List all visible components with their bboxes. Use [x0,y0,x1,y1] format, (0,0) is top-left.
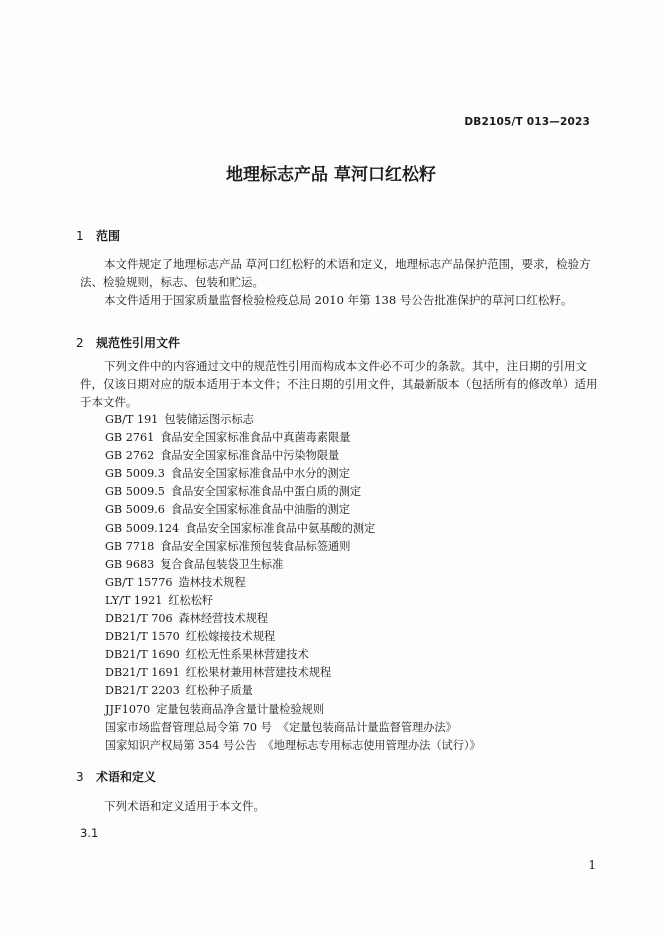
reference-item [105,538,481,556]
reference-name: 食品安全国家标准食品中污染物限量 [160,449,340,463]
reference-list [105,411,481,755]
reference-code: GB 9683 [105,557,155,571]
reference-name: 森林经营技术规程 [178,612,269,626]
reference-name: 包装储运图示标志 [164,413,254,426]
reference-code: GB/T 15776 [105,575,173,589]
reference-code: DB21/T 1691 [105,666,180,680]
reference-code: GB 7718 [105,539,155,553]
reference-item [105,664,481,682]
document-title: 地理标志产品 草河口红松籽 [226,165,436,185]
reference-code: JJF1070 [105,702,151,716]
reference-item [105,411,481,429]
reference-name: 食品安全国家标准预包装食品标签通则 [160,539,351,553]
reference-code: GB 5009.5 [105,485,165,499]
reference-item [105,483,481,501]
scope-paragraph-2: 本文件适用于国家质量监督检验检疫总局 2010 年第 138 号公告批准保护的草河口红松籽。 [104,293,573,307]
references-intro-paragraph: 下列文件中的内容通过文中的规范性引用而构成本文件必不可少的条款。其中，注日期的引用文件，仅该日期对应的版本适用于本文件；不注日期的引用文件，其最新版本（包括所有的修改单）适用于本文件。 [80,359,598,409]
section-title: 规范性引用文件 [96,336,181,350]
reference-item [105,465,481,483]
reference-name: 造林技术规程 [178,575,246,589]
reference-name: 食品安全国家标准食品中油脂的测定 [170,503,350,517]
section-number: 1 [76,229,84,243]
reference-item [105,447,481,465]
section-number: 3 [76,770,84,784]
reference-item [105,429,481,447]
section-heading-scope [76,227,120,244]
section-heading-terms-definitions [76,768,156,785]
section-title: 范围 [96,229,121,243]
clause-number: 3.1 [80,826,99,840]
scope-paragraph-1: 本文件规定了地理标志产品 草河口红松籽的术语和定义，地理标志产品保护范围，要求，检验方法、检验规则，标志、包装和贮运。 [80,257,591,289]
section-heading-normative-references [76,334,180,351]
reference-code: GB 5009.6 [105,503,165,517]
reference-code: 国家市场监督管理总局令第 70 号 [105,720,272,734]
reference-item [105,628,481,646]
terms-intro-paragraph: 下列术语和定义适用于本文件。 [104,799,265,813]
reference-name: 食品安全国家标准食品中水分的测定 [170,467,350,481]
reference-item [105,574,481,592]
reference-item [105,610,481,628]
reference-name: 食品安全国家标准食品中真菌毒素限量 [160,431,351,445]
page-number: 1 [588,858,596,872]
reference-code: 国家知识产权局第 354 号公告 [105,738,257,752]
reference-code: GB 5009.3 [105,467,165,481]
reference-name: 食品安全国家标准食品中氨基酸的测定 [185,521,376,535]
reference-name: 红松嫁接技术规程 [185,630,276,644]
reference-item [105,719,481,737]
reference-code: DB21/T 706 [105,612,173,626]
reference-name: 复合食品包装袋卫生标准 [160,557,284,571]
reference-item [105,520,481,538]
reference-code: GB 5009.124 [105,521,180,535]
reference-code: GB 2762 [105,449,155,463]
reference-name: 红松松籽 [168,593,214,607]
reference-code: DB21/T 1690 [105,648,180,662]
reference-item [105,737,481,755]
reference-code: DB21/T 2203 [105,684,180,698]
reference-code: DB21/T 1570 [105,630,180,644]
reference-name: 《地理标志专用标志使用管理办法（试行）》 [262,738,481,752]
reference-name: 食品安全国家标准食品中蛋白质的测定 [170,485,362,499]
reference-item [105,501,481,519]
reference-item [105,682,481,700]
reference-item [105,592,481,610]
reference-item [105,646,481,664]
reference-code: LY/T 1921 [105,593,163,607]
reference-name: 定量包装商品净含量计量检验规则 [156,702,325,716]
reference-item [105,701,481,719]
section-number: 2 [76,336,84,350]
reference-code: GB 2761 [105,431,155,445]
reference-name: 红松无性系果林营建技术 [185,648,309,662]
section-title: 术语和定义 [96,770,157,784]
reference-name: 红松种子质量 [185,684,253,698]
reference-name: 《定量包装商品计量监督管理办法》 [277,720,457,734]
reference-item [105,556,481,574]
reference-name: 红松果材兼用林营建技术规程 [185,666,332,680]
reference-code: GB/T 191 [105,413,159,426]
standard-code: DB2105/T 013—2023 [464,116,590,128]
